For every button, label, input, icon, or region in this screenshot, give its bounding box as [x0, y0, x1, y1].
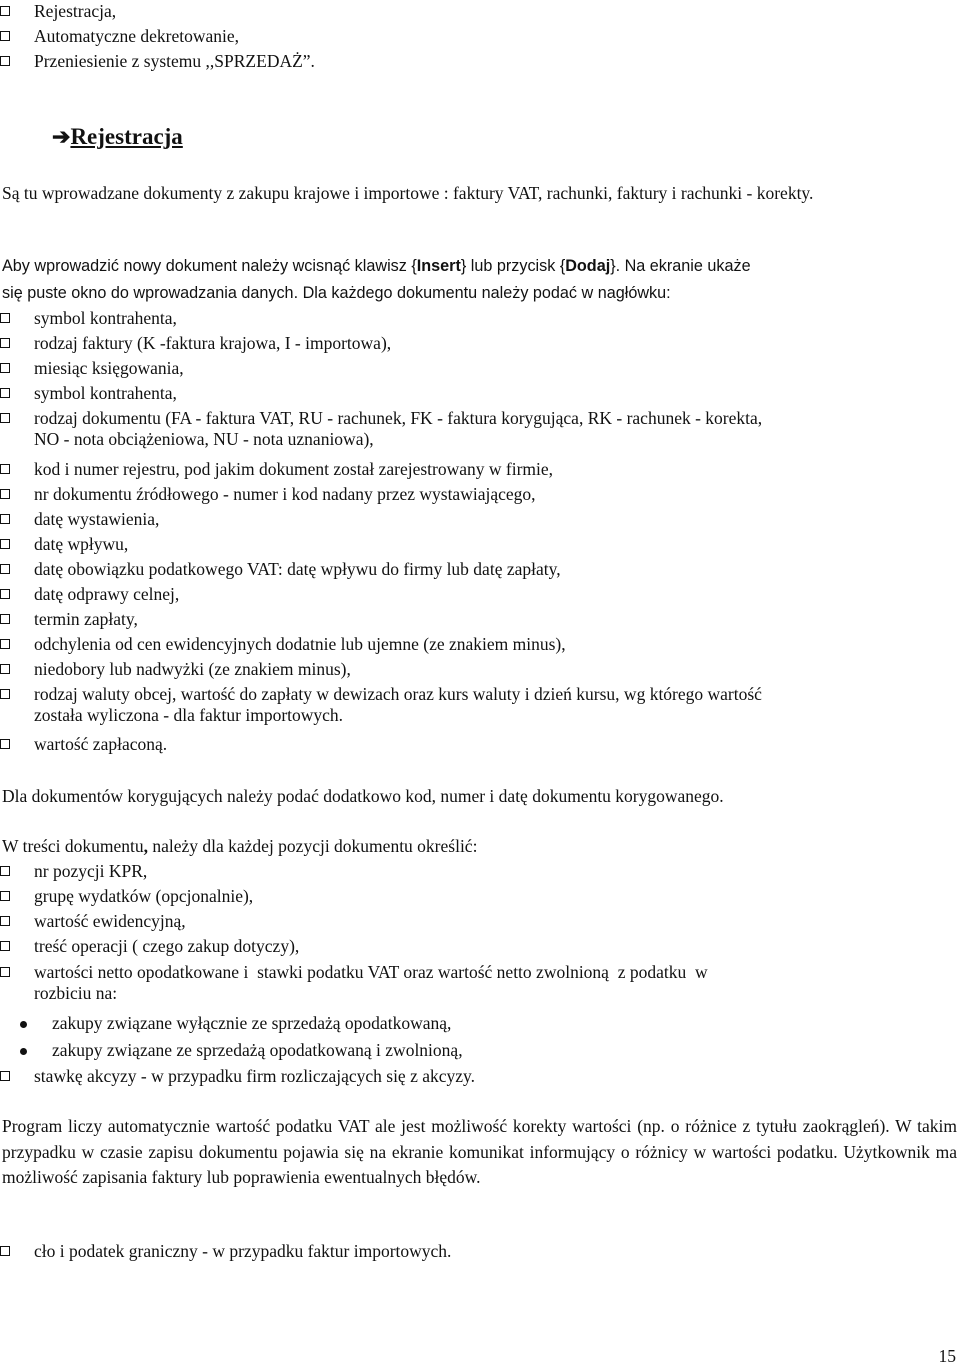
checkbox-bullet-icon: [0, 916, 10, 926]
checkbox-bullet-icon: [0, 941, 10, 951]
checkbox-bullet-icon: [0, 539, 10, 549]
checkbox-bullet-icon: [0, 866, 10, 876]
list-item: treść operacji ( czego zakup dotyczy),: [0, 936, 950, 957]
list-item: nr pozycji KPR,: [0, 861, 950, 882]
list-item: wartość ewidencyjną,: [0, 911, 950, 932]
paragraph-correction: Dla dokumentów korygujących należy podać dodatkowo kod, numer i datę dokumentu korygowanego.: [2, 786, 724, 806]
dot-bullet-icon: [20, 1021, 27, 1028]
checkbox-bullet-icon: [0, 739, 10, 749]
list-item: datę obowiązku podatkowego VAT: datę wpływu do firmy lub datę zapłaty,: [0, 559, 950, 580]
checkbox-bullet-icon: [0, 56, 10, 66]
list-item: rodzaj waluty obcej, wartość do zapłaty w dewizach oraz kurs waluty i dzień kursu, wg którego wartość została wyliczona - dla faktur importowych.: [0, 684, 950, 726]
checkbox-bullet-icon: [0, 6, 10, 16]
checkbox-bullet-icon: [0, 413, 10, 423]
list-item-customs: cło i podatek graniczny - w przypadku faktur importowych.: [0, 1241, 950, 1262]
paragraph-insert-line2: się puste okno do wprowadzania danych. Dla każdego dokumentu należy podać w nagłówku:: [2, 284, 671, 302]
list-item: Przeniesienie z systemu ,,SPRZEDAŻ”.: [0, 51, 950, 72]
checkbox-bullet-icon: [0, 1071, 10, 1081]
checkbox-bullet-icon: [0, 363, 10, 373]
arrow-right-icon: ➔: [52, 124, 71, 149]
checkbox-bullet-icon: [0, 614, 10, 624]
list-item: datę wystawienia,: [0, 509, 950, 530]
checkbox-bullet-icon: [0, 967, 10, 977]
list-item: odchylenia od cen ewidencyjnych dodatnie lub ujemne (ze znakiem minus),: [0, 634, 950, 655]
dot-bullet-icon: [20, 1048, 27, 1055]
dodaj-button-label: Dodaj: [565, 257, 611, 275]
list-item: symbol kontrahenta,: [0, 383, 950, 404]
checkbox-bullet-icon: [0, 489, 10, 499]
list-item: wartość zapłaconą.: [0, 734, 950, 755]
insert-key-label: Insert: [416, 257, 461, 275]
list-item: rodzaj dokumentu (FA - faktura VAT, RU - rachunek, FK - faktura korygująca, RK - rachunek - korekta, NO - nota obciążeniowa, NU - nota uznaniowa),: [0, 408, 950, 450]
list-item: grupę wydatków (opcjonalnie),: [0, 886, 950, 907]
list-item: miesiąc księgowania,: [0, 358, 950, 379]
list-item: termin zapłaty,: [0, 609, 950, 630]
paragraph-vat-correction: Program liczy automatycznie wartość podatku VAT ale jest możliwość korekty wartości (np. o różnice z tytułu zaokrągleń). W takim przypadku w czasie zapisu dokumentu pojawia się na ekranie komunikat informujący o różnicy w wartości podatku. Użytkownik ma możliwość zapisania faktury lub poprawienia ewentualnych błędów.: [2, 1116, 957, 1187]
list-item: kod i numer rejestru, pod jakim dokument został zarejestrowany w firmie,: [0, 459, 950, 480]
checkbox-bullet-icon: [0, 313, 10, 323]
paragraph-intro: Są tu wprowadzane dokumenty z zakupu krajowe i importowe : faktury VAT, rachunki, faktury i rachunki - korekty.: [2, 183, 814, 203]
page-number: 15: [938, 1346, 956, 1366]
list-item: Automatyczne dekretowanie,: [0, 26, 950, 47]
paragraph-content: W treści dokumentu, należy dla każdej pozycji dokumentu określić:: [2, 836, 478, 856]
checkbox-bullet-icon: [0, 31, 10, 41]
checkbox-bullet-icon: [0, 514, 10, 524]
checkbox-bullet-icon: [0, 689, 10, 699]
list-item: wartości netto opodatkowane i stawki podatku VAT oraz wartość netto zwolnioną z podatku w rozbiciu na:: [0, 962, 950, 1004]
list-item: datę wpływu,: [0, 534, 950, 555]
checkbox-bullet-icon: [0, 464, 10, 474]
checkbox-bullet-icon: [0, 564, 10, 574]
list-item: rodzaj faktury (K -faktura krajowa, I - importowa),: [0, 333, 950, 354]
checkbox-bullet-icon: [0, 664, 10, 674]
section-heading: [52, 124, 183, 150]
checkbox-bullet-icon: [0, 1246, 10, 1256]
heading-text: Rejestracja: [70, 124, 183, 149]
checkbox-bullet-icon: [0, 589, 10, 599]
list-item: symbol kontrahenta,: [0, 308, 950, 329]
paragraph-insert-line1: Aby wprowadzić nowy dokument należy wcisnąć klawisz {Insert} lub przycisk {Dodaj}. Na ekranie ukaże: [2, 257, 751, 275]
checkbox-bullet-icon: [0, 388, 10, 398]
list-item: niedobory lub nadwyżki (ze znakiem minus),: [0, 659, 950, 680]
list-item: nr dokumentu źródłowego - numer i kod nadany przez wystawiającego,: [0, 484, 950, 505]
list-item: Rejestracja,: [0, 1, 950, 22]
checkbox-bullet-icon: [0, 891, 10, 901]
checkbox-bullet-icon: [0, 639, 10, 649]
list-item-excise: stawkę akcyzy - w przypadku firm rozliczających się z akcyzy.: [0, 1066, 950, 1087]
list-item: datę odprawy celnej,: [0, 584, 950, 605]
checkbox-bullet-icon: [0, 338, 10, 348]
